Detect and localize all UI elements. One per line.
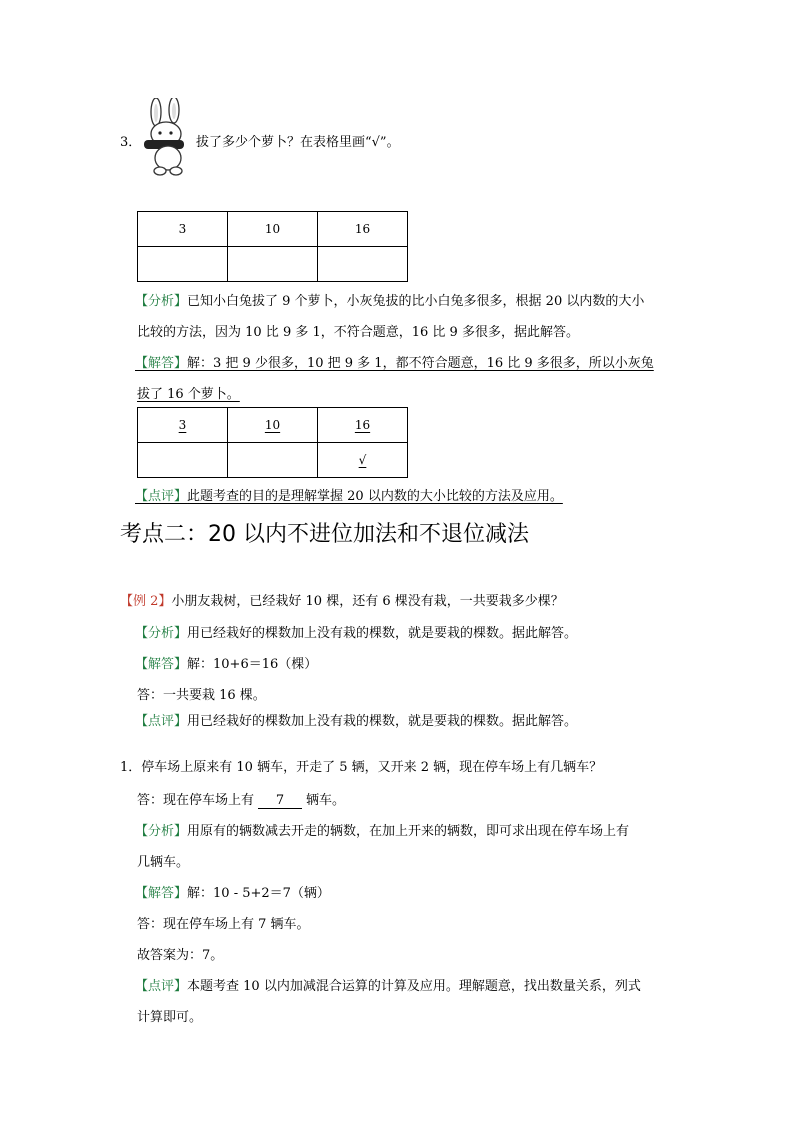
question-number: 1． — [120, 760, 142, 775]
table-header-cell: 10 — [228, 408, 318, 443]
analysis-tag: 【分析】 — [135, 626, 188, 641]
answer-table-blank — [137, 211, 408, 282]
answer-text: 解：10+6＝16（棵） — [187, 657, 318, 672]
table-header-cell: 3 — [138, 212, 228, 247]
table-header-cell: 16 — [318, 212, 408, 247]
question-1-comment — [135, 975, 641, 994]
comment-tag: 【点评】 — [135, 979, 188, 994]
example-question — [120, 590, 564, 609]
example-analysis — [135, 622, 577, 641]
table-mark-cell — [138, 443, 228, 478]
analysis-text-line2: 比较的方法，因为 10 比 9 多 1，不符合题意，16 比 9 多很多，据此解答。 — [137, 325, 579, 340]
question-1-answer — [135, 882, 330, 901]
table-row — [138, 408, 408, 443]
question-1-comment-line2: 计算即可。 — [137, 1010, 203, 1025]
table-row — [138, 212, 408, 247]
table-header-cell: 3 — [138, 408, 228, 443]
question-1-analysis-line2: 几辆车。 — [137, 855, 190, 870]
example-text: 小朋友栽树，已经栽好 10 棵，还有 6 棵没有栽，一共要栽多少棵？ — [171, 594, 564, 609]
question-1 — [120, 756, 602, 775]
comment-tag: 【点评】 — [135, 489, 188, 504]
table-mark-cell[interactable] — [228, 247, 318, 282]
comment-text: 本题考查 10 以内加减混合运算的计算及应用。理解题意，找出数量关系，列式 — [187, 979, 641, 994]
example-tag: 【例 2】 — [120, 594, 172, 609]
comment-text: 用已经栽好的棵数加上没有栽的棵数，就是要栽的棵数。据此解答。 — [187, 714, 578, 729]
answer-text: 解：10 - 5+2＝7（辆） — [187, 886, 330, 901]
comment-text: 此题考查的目的是理解掌握 20 以内数的大小比较的方法及应用。 — [187, 489, 563, 504]
answer-text: 解：3 把 9 少很多，10 把 9 多 1，都不符合题意，16 比 9 多很多，所以小灰兔 — [187, 356, 654, 371]
table-row — [138, 443, 408, 478]
question-text: 停车场上原来有 10 辆车，开走了 5 辆，又开来 2 辆，现在停车场上有几辆车？ — [141, 760, 603, 775]
question-number: 3． — [120, 135, 142, 150]
question-text: 拔了多少个萝卜？在表格里画“√”。 — [196, 135, 400, 150]
table-row — [138, 247, 408, 282]
analysis-tag: 【分析】 — [135, 294, 188, 309]
analysis-block — [135, 290, 644, 309]
table-header-cell: 16 — [318, 408, 408, 443]
question-1-reply-final: 答：现在停车场上有 7 辆车。 — [137, 917, 310, 932]
question-1-reply — [137, 789, 345, 809]
answer-text-line2: 拔了 16 个萝卜。 — [137, 387, 240, 402]
answer-blank: 7 — [258, 794, 302, 809]
table-mark-cell[interactable] — [138, 247, 228, 282]
answer-tag: 【解答】 — [135, 657, 188, 672]
reply-suffix: 辆车。 — [306, 793, 346, 808]
answer-tag: 【解答】 — [135, 356, 188, 371]
answer-tag: 【解答】 — [135, 886, 188, 901]
comment-tag: 【点评】 — [135, 714, 188, 729]
analysis-text: 用已经栽好的棵数加上没有栽的棵数，就是要栽的棵数。据此解答。 — [187, 626, 578, 641]
table-mark-cell — [228, 443, 318, 478]
rabbit-illustration — [138, 98, 196, 178]
table-mark-cell[interactable] — [318, 247, 408, 282]
analysis-text: 用原有的辆数减去开走的辆数，在加上开来的辆数，即可求出现在停车场上有 — [187, 824, 630, 839]
question-1-final-answer: 故答案为：7。 — [137, 948, 224, 963]
question-1-analysis — [135, 820, 629, 839]
comment-block — [135, 485, 563, 504]
checkmark-cell: √ — [318, 443, 408, 478]
table-header-cell: 10 — [228, 212, 318, 247]
reply-prefix: 答：现在停车场上有 — [137, 793, 255, 808]
analysis-tag: 【分析】 — [135, 824, 188, 839]
example-answer — [135, 653, 317, 672]
section-heading: 考点二：20 以内不进位加法和不退位减法 — [120, 522, 529, 547]
analysis-text: 已知小白兔拔了 9 个萝卜，小灰兔拔的比小白兔多很多，根据 20 以内数的大小 — [187, 294, 645, 309]
example-comment — [135, 710, 577, 729]
example-reply: 答：一共要栽 16 棵。 — [137, 688, 266, 703]
answer-block — [135, 352, 654, 371]
answer-table-filled — [137, 407, 408, 478]
